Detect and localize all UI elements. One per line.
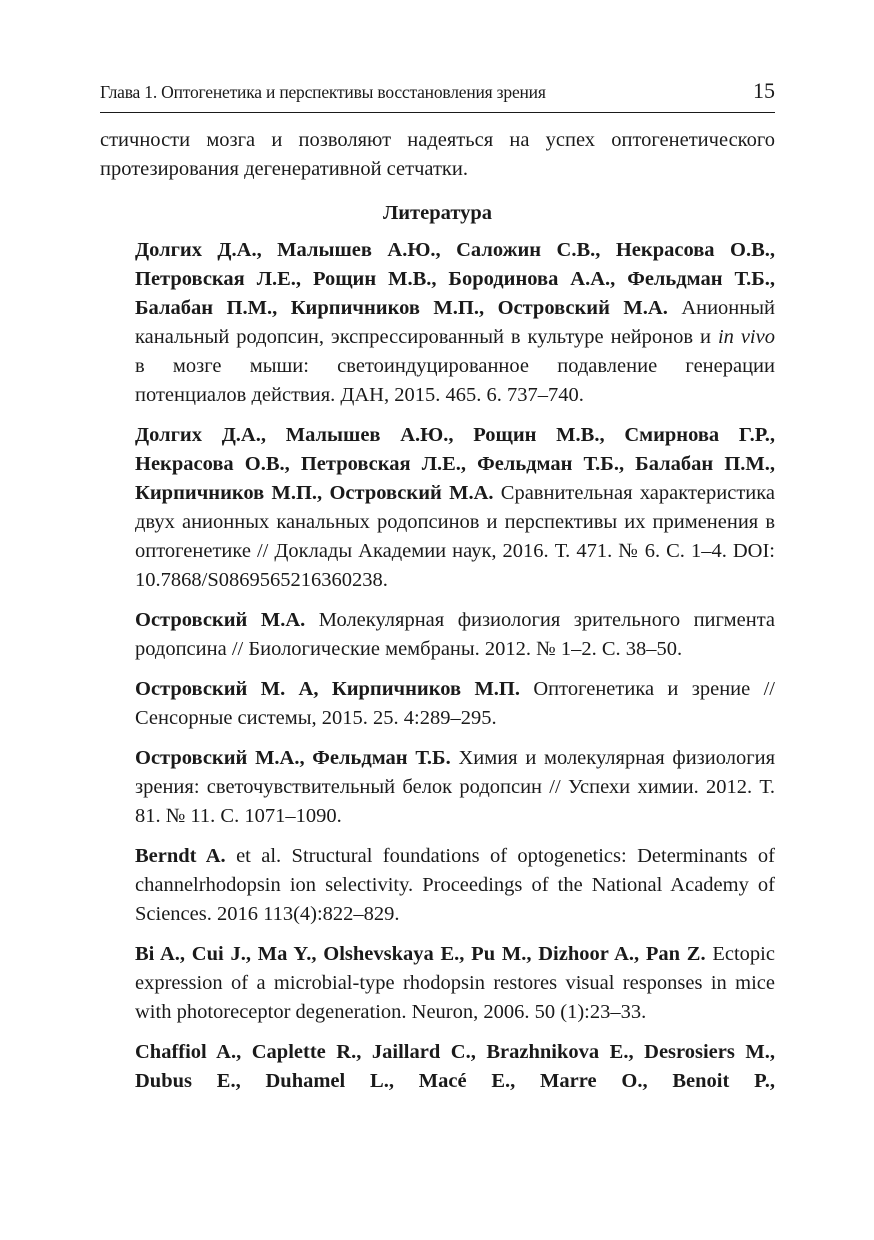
reference-authors: Островский М.А., Фельдман Т.Б.	[135, 747, 451, 769]
reference-text: Химия и молекулярная физиология зрения: светочувствительный белок родопсин // Успехи химии. 2012. Т. 81. № 11. С. 1071–1090.	[135, 747, 775, 827]
reference-item	[135, 236, 775, 410]
reference-item	[135, 1038, 775, 1096]
reference-text: Молекулярная физиология зрительного пигмента родопсина // Биологические мембраны. 2012. № 1–2. С. 38–50.	[135, 609, 776, 660]
reference-text: Сравнительная характеристика двух анионных канальных родопсинов и перспективы их применения в оптогенетике // Доклады Академии наук, 2016. Т. 471. № 6. С. 1–4. DOI: 10.7868/S0869565216360238.	[135, 482, 776, 591]
reference-authors: Chaffiol A., Caplette R., Jaillard C., Brazhnikova E., Desrosiers M., Dubus E., Duhamel L., Macé E., Marre O., Benoit P.,	[135, 1041, 775, 1092]
reference-authors: Островский М. А, Кирпичников М.П.	[135, 678, 520, 700]
intro-paragraph	[100, 126, 775, 184]
section-heading: Литература	[382, 202, 493, 224]
reference-text: Анионный канальный родопсин, экспрессированный в культуре нейронов и	[135, 297, 775, 348]
reference-text: в мозге мыши: светоиндуцированное подавление генерации потенциалов действия. ДАН, 2015. 465. 6. 737–740.	[135, 355, 775, 406]
reference-authors: Долгих Д.А., Малышев А.Ю., Рощин М.В., Смирнова Г.Р., Некрасова О.В., Петровская Л.Е., Фельдман Т.Б., Балабан П.М., Кирпичников М.П., Островский М.А.	[135, 424, 775, 504]
reference-item	[135, 744, 775, 831]
chapter-title: Глава 1. Оптогенетика и перспективы восстановления зрения	[100, 82, 546, 102]
reference-authors: Долгих Д.А., Малышев А.Ю., Саложин С.В., Некрасова О.В., Петровская Л.Е., Рощин М.В., Бородинова А.А., Фельдман Т.Б., Балабан П.М., Кирпичников М.П., Островский М.А.	[135, 239, 775, 319]
page-number: 15	[753, 78, 775, 103]
intro-line-2: протезирования дегенеративной сетчатки.	[100, 158, 468, 180]
reference-text: Оптогенетика и зрение // Сенсорные системы, 2015. 25. 4:289–295.	[135, 678, 775, 729]
running-header	[100, 78, 775, 108]
reference-item	[135, 940, 775, 1027]
intro-line-1: стичности мозга и позволяют надеяться на успех оптогенетического	[100, 129, 775, 151]
page-body	[100, 126, 776, 1107]
reference-authors: Berndt A.	[135, 845, 226, 867]
reference-item	[135, 675, 775, 733]
reference-text: et al. Structural foundations of optogenetics: Determinants of channelrhodopsin ion selectivity. Proceedings of the National Academy of Sciences. 2016 113(4):822–829.	[135, 845, 775, 925]
reference-authors: Островский М.А.	[135, 609, 306, 631]
reference-authors: Bi A., Cui J., Ma Y., Olshevskaya E., Pu M., Dizhoor A., Pan Z.	[135, 943, 706, 965]
reference-list	[135, 236, 775, 1096]
reference-italic: in vivo	[717, 326, 775, 348]
reference-item	[135, 421, 775, 595]
reference-item	[135, 606, 775, 664]
reference-text: Ectopic expression of a microbial-type rhodopsin restores visual responses in mice with photoreceptor degeneration. Neuron, 2006. 50 (1):23–33.	[135, 943, 775, 1023]
header-divider	[100, 112, 775, 113]
reference-item	[135, 842, 775, 929]
